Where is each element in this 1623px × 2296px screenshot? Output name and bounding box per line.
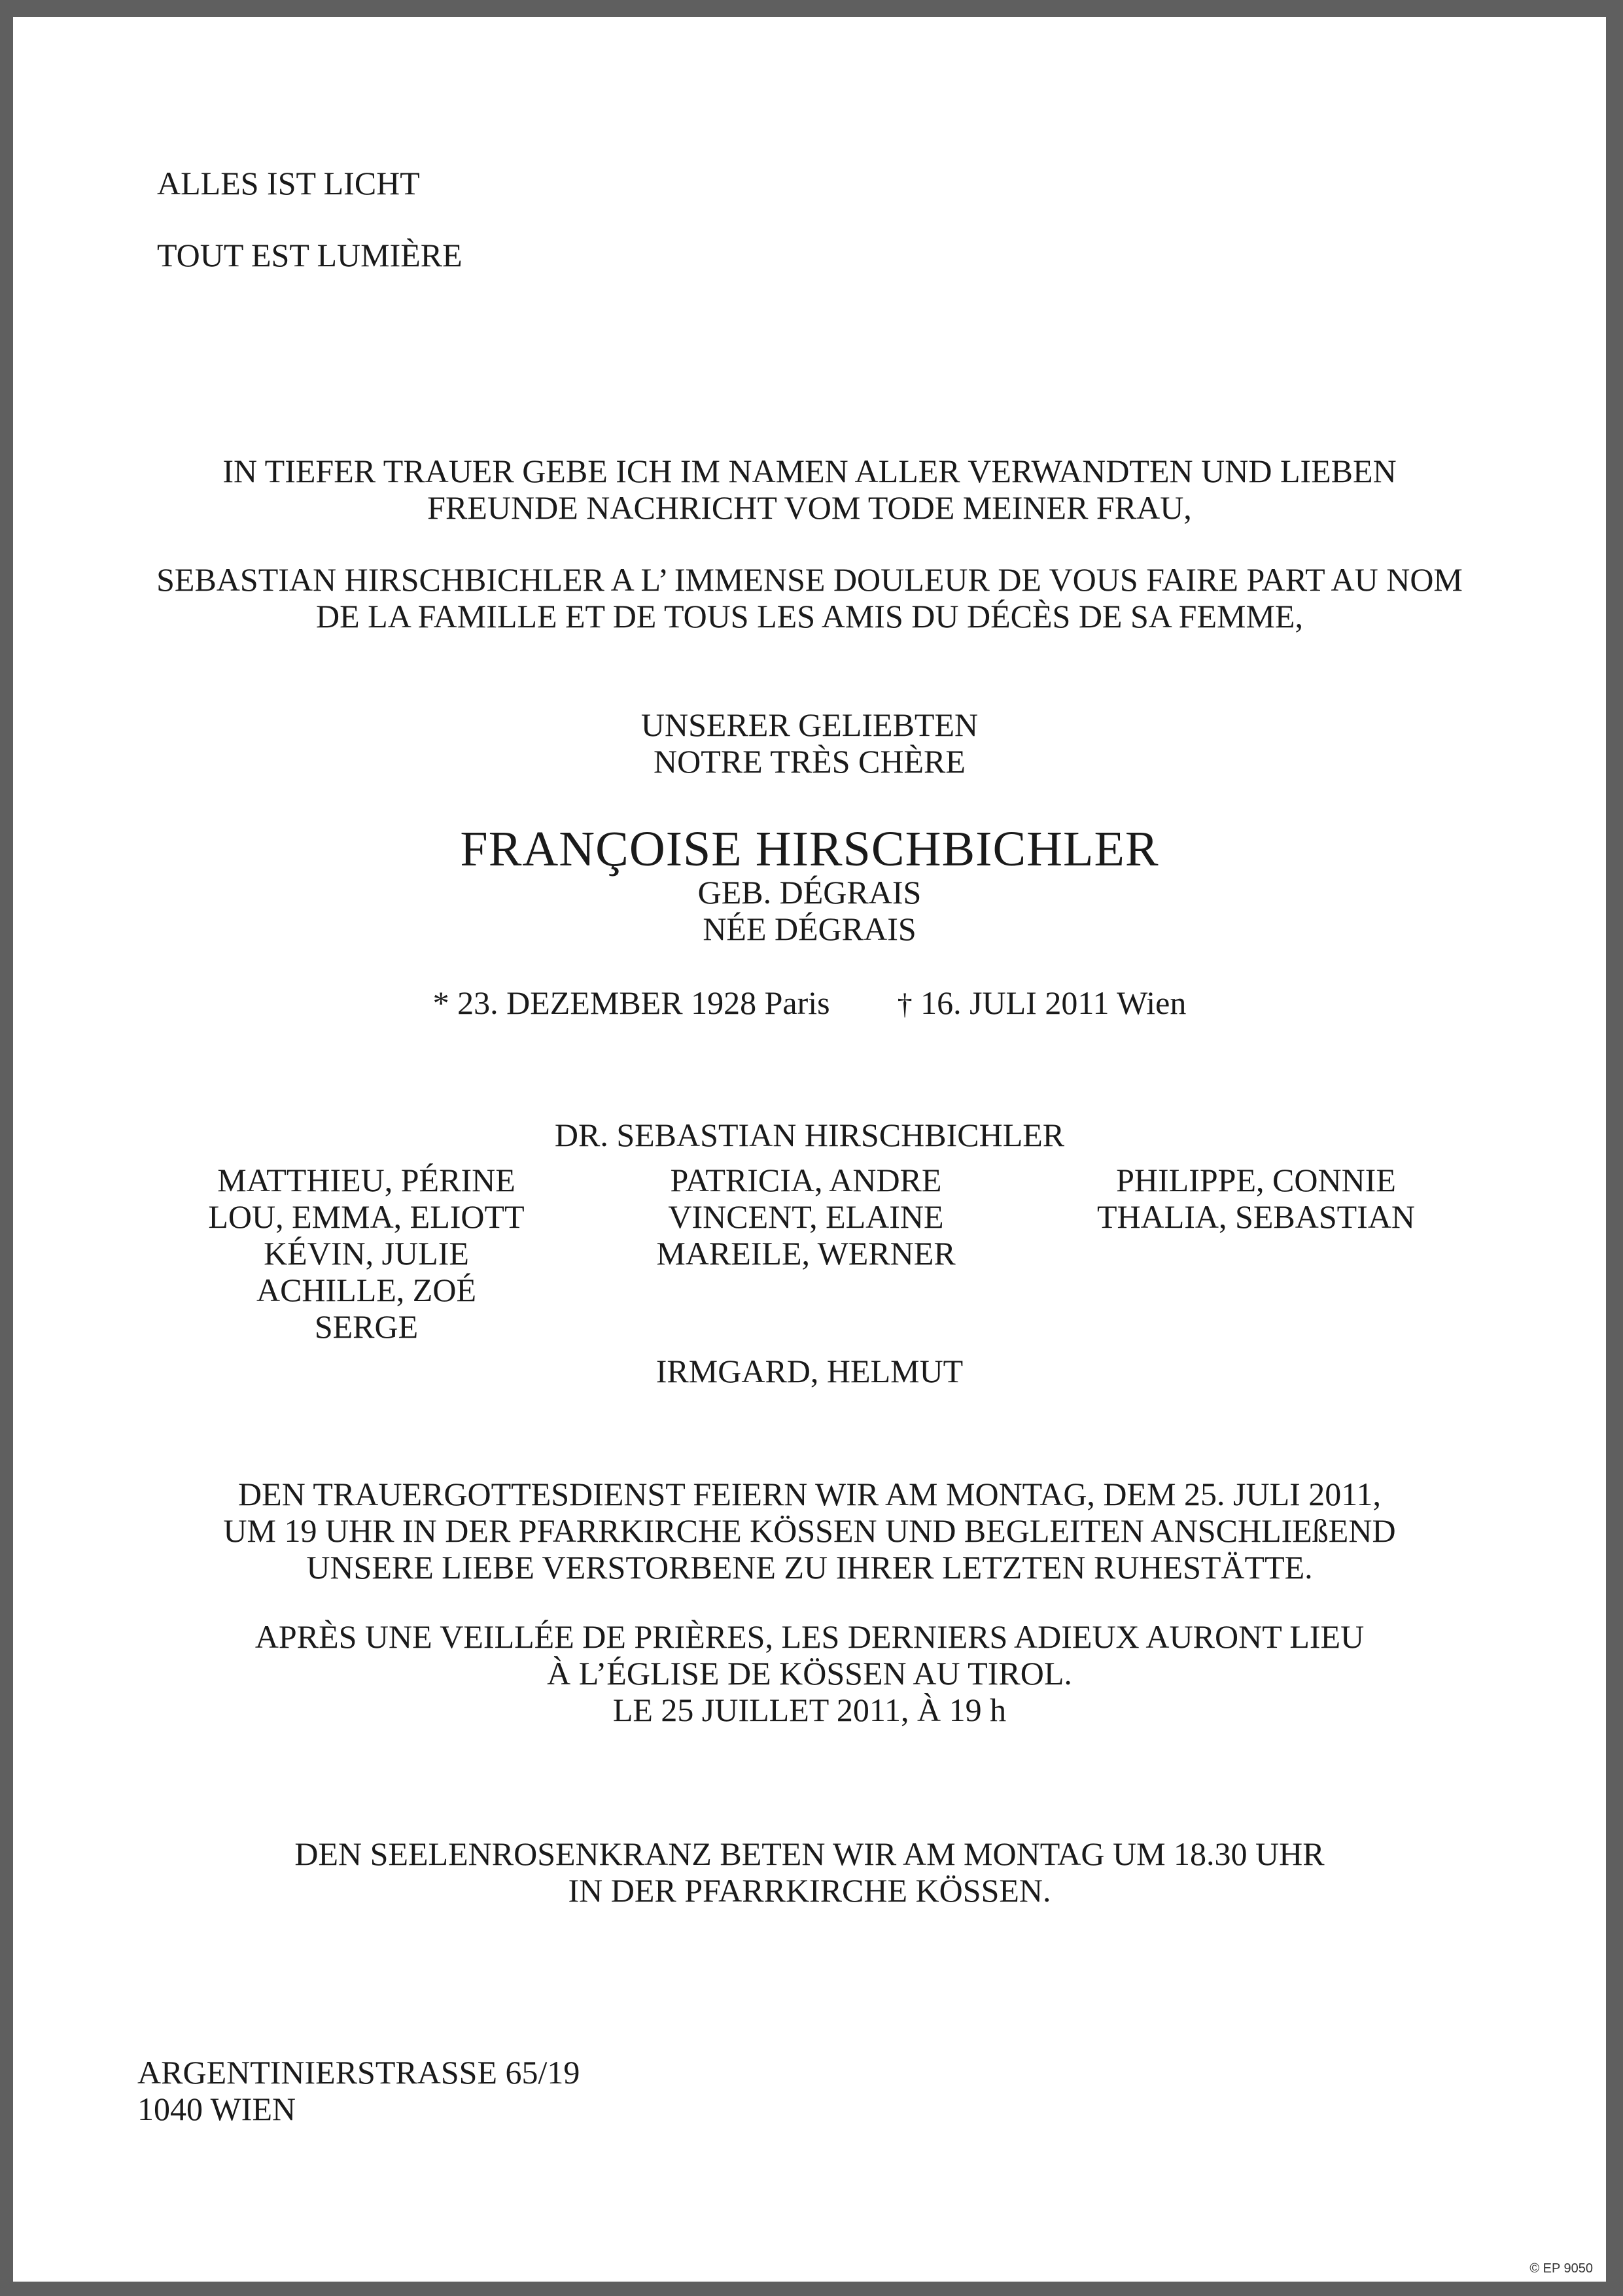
death-cross-icon: † bbox=[897, 987, 913, 1020]
announcement-french bbox=[13, 561, 1606, 635]
service-german-line-1: DEN TRAUERGOTTESDIENST FEIERN WIR AM MONTAG, DEM 25. JULI 2011, bbox=[238, 1476, 1381, 1512]
mourners-middle-column bbox=[636, 1162, 976, 1272]
announcement-french-line-1: SEBASTIAN HIRSCHBICHLER A L’ IMMENSE DOULEUR DE VOUS FAIRE PART AU NOM bbox=[156, 561, 1463, 598]
mourner-line: MAREILE, WERNER bbox=[656, 1235, 956, 1272]
address-street: ARGENTINIERSTRASSE 65/19 bbox=[137, 2054, 580, 2091]
mourners-right-column bbox=[1086, 1162, 1426, 1235]
service-french bbox=[13, 1618, 1606, 1728]
beloved-french: NOTRE TRÈS CHÈRE bbox=[654, 743, 966, 780]
motto-french: TOUT EST LUMIÈRE bbox=[157, 237, 462, 273]
announcement-german-line-1: IN TIEFER TRAUER GEBE ICH IM NAMEN ALLER VERWANDTEN UND LIEBEN bbox=[222, 453, 1397, 489]
mourner-line: ACHILLE, ZOÉ bbox=[256, 1272, 477, 1308]
service-french-line-2: À L’ÉGLISE DE KÖSSEN AU TIROL. bbox=[547, 1655, 1072, 1692]
copyright-mark: © EP 9050 bbox=[1529, 2261, 1593, 2276]
mourner-line: SERGE bbox=[314, 1308, 419, 1345]
mourners-left-column bbox=[196, 1162, 536, 1345]
death-date: 16. JULI 2011 Wien bbox=[920, 984, 1187, 1021]
mourner-line: THALIA, SEBASTIAN bbox=[1096, 1198, 1416, 1235]
service-german-line-2: UM 19 UHR IN DER PFARRKIRCHE KÖSSEN UND BEGLEITEN ANSCHLIEßEND bbox=[223, 1512, 1396, 1549]
service-french-line-1: APRÈS UNE VEILLÉE DE PRIÈRES, LES DERNIERS ADIEUX AURONT LIEU bbox=[254, 1618, 1365, 1655]
deceased-maiden-name bbox=[13, 874, 1606, 947]
beloved-heading bbox=[13, 706, 1606, 780]
address bbox=[137, 2054, 580, 2127]
mourner-line: LOU, EMMA, ELIOTT bbox=[208, 1198, 525, 1235]
beloved-german: UNSERER GELIEBTEN bbox=[640, 706, 979, 743]
rosary-line-1: DEN SEELENROSENKRANZ BETEN WIR AM MONTAG UM 18.30 UHR bbox=[294, 1835, 1325, 1872]
motto-german: ALLES IST LICHT bbox=[157, 165, 420, 201]
announcement-german-line-2: FREUNDE NACHRICHT VOM TODE MEINER FRAU, bbox=[427, 489, 1192, 526]
mourner-line: VINCENT, ELAINE bbox=[668, 1198, 944, 1235]
mourner-line: PATRICIA, ANDRE bbox=[670, 1162, 942, 1198]
mourner-head: DR. SEBASTIAN HIRSCHBICHLER bbox=[554, 1117, 1065, 1153]
birth-date: 23. DEZEMBER 1928 Paris bbox=[457, 984, 830, 1021]
mourner-line: PHILIPPE, CONNIE bbox=[1116, 1162, 1396, 1198]
mourners-bottom: IRMGARD, HELMUT bbox=[655, 1353, 964, 1389]
mourner-line: MATTHIEU, PÉRINE bbox=[217, 1162, 515, 1198]
announcement-french-line-2: DE LA FAMILLE ET DE TOUS LES AMIS DU DÉCÈS DE SA FEMME, bbox=[316, 598, 1303, 635]
announcement-german bbox=[13, 453, 1606, 526]
maiden-name-french: NÉE DÉGRAIS bbox=[703, 911, 916, 947]
life-dates bbox=[13, 984, 1606, 1022]
maiden-name-german: GEB. DÉGRAIS bbox=[697, 874, 922, 911]
rosary-line-2: IN DER PFARRKIRCHE KÖSSEN. bbox=[568, 1872, 1051, 1909]
mourner-line: KÉVIN, JULIE bbox=[264, 1235, 469, 1272]
rosary-notice bbox=[13, 1835, 1606, 1909]
birth-symbol: * bbox=[432, 984, 449, 1021]
address-city: 1040 WIEN bbox=[137, 2091, 296, 2127]
service-french-line-3: LE 25 JUILLET 2011, À 19 h bbox=[612, 1692, 1007, 1728]
deceased-name: FRANÇOISE HIRSCHBICHLER bbox=[460, 822, 1159, 877]
service-german bbox=[13, 1476, 1606, 1586]
service-german-line-3: UNSERE LIEBE VERSTORBENE ZU IHRER LETZTEN RUHESTÄTTE. bbox=[306, 1549, 1313, 1586]
